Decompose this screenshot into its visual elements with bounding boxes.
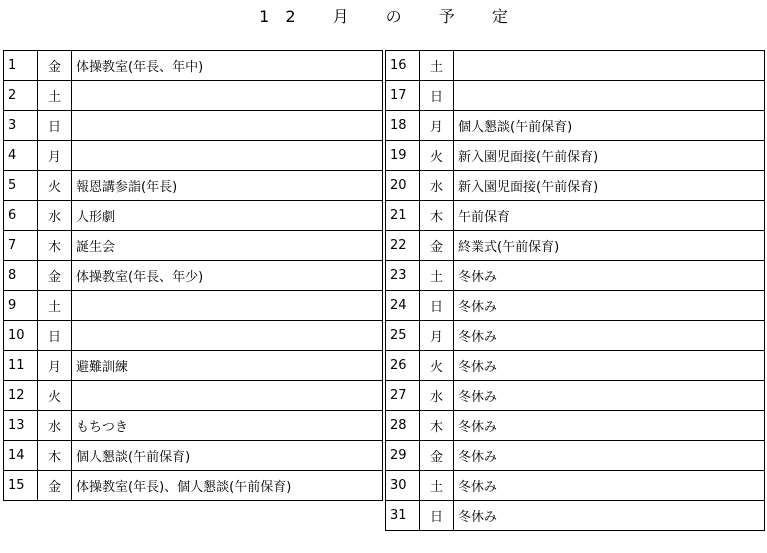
day-cell: 6 [4, 201, 38, 231]
weekday-cell: 金 [38, 261, 72, 291]
weekday-cell: 日 [420, 501, 454, 531]
schedule-row [4, 471, 383, 501]
schedule-row [386, 141, 765, 171]
schedule-row [386, 51, 765, 81]
weekday-cell: 木 [38, 441, 72, 471]
day-cell: 30 [386, 471, 420, 501]
schedule-row [4, 201, 383, 231]
day-cell: 22 [386, 231, 420, 261]
event-cell: 避難訓練 [72, 351, 383, 381]
day-cell: 20 [386, 171, 420, 201]
event-cell: 冬休み [454, 381, 765, 411]
schedule-row [4, 261, 383, 291]
schedule-row [4, 441, 383, 471]
weekday-cell: 日 [420, 291, 454, 321]
schedule-row [4, 411, 383, 441]
day-cell: 31 [386, 501, 420, 531]
day-cell: 24 [386, 291, 420, 321]
event-cell: 冬休み [454, 411, 765, 441]
day-cell: 11 [4, 351, 38, 381]
day-cell: 3 [4, 111, 38, 141]
weekday-cell: 月 [420, 321, 454, 351]
day-cell: 1 [4, 51, 38, 81]
event-cell: 新入園児面接(午前保育) [454, 141, 765, 171]
weekday-cell: 水 [38, 201, 72, 231]
schedule-row [386, 111, 765, 141]
schedule-row [386, 201, 765, 231]
day-cell: 12 [4, 381, 38, 411]
weekday-cell: 月 [420, 111, 454, 141]
weekday-cell: 水 [420, 171, 454, 201]
weekday-cell: 金 [420, 441, 454, 471]
event-cell: 冬休み [454, 321, 765, 351]
event-cell: 誕生会 [72, 231, 383, 261]
day-cell: 25 [386, 321, 420, 351]
weekday-cell: 火 [38, 381, 72, 411]
weekday-cell: 水 [38, 411, 72, 441]
weekday-cell: 月 [38, 141, 72, 171]
event-cell [454, 81, 765, 111]
day-cell: 16 [386, 51, 420, 81]
weekday-cell: 木 [420, 201, 454, 231]
day-cell: 29 [386, 441, 420, 471]
schedule-row [386, 381, 765, 411]
event-cell: 人形劇 [72, 201, 383, 231]
event-cell [72, 291, 383, 321]
schedule-row [4, 291, 383, 321]
weekday-cell: 土 [38, 291, 72, 321]
weekday-cell: 月 [38, 351, 72, 381]
day-cell: 14 [4, 441, 38, 471]
day-cell: 27 [386, 381, 420, 411]
event-cell: 冬休み [454, 441, 765, 471]
event-cell: もちつき [72, 411, 383, 441]
weekday-cell: 木 [38, 231, 72, 261]
event-cell [72, 81, 383, 111]
event-cell: 終業式(午前保育) [454, 231, 765, 261]
weekday-cell: 土 [38, 81, 72, 111]
day-cell: 5 [4, 171, 38, 201]
event-cell [72, 381, 383, 411]
event-cell: 冬休み [454, 261, 765, 291]
event-cell: 体操教室(年長)、個人懇談(午前保育) [72, 471, 383, 501]
weekday-cell: 木 [420, 411, 454, 441]
schedule-row [386, 411, 765, 441]
schedule-row [4, 111, 383, 141]
schedule-row [386, 291, 765, 321]
schedule-row [386, 171, 765, 201]
schedule-row [4, 381, 383, 411]
schedule-row [386, 351, 765, 381]
weekday-cell: 日 [38, 111, 72, 141]
event-cell: 冬休み [454, 291, 765, 321]
day-cell: 17 [386, 81, 420, 111]
schedule-row [4, 81, 383, 111]
event-cell [72, 141, 383, 171]
weekday-cell: 火 [38, 171, 72, 201]
day-cell: 8 [4, 261, 38, 291]
day-cell: 9 [4, 291, 38, 321]
schedule-row [4, 231, 383, 261]
weekday-cell: 水 [420, 381, 454, 411]
weekday-cell: 金 [420, 231, 454, 261]
day-cell: 7 [4, 231, 38, 261]
event-cell: 冬休み [454, 471, 765, 501]
weekday-cell: 火 [420, 141, 454, 171]
page-title: 12 月 の 予 定 [259, 7, 524, 26]
event-cell [72, 321, 383, 351]
day-cell: 23 [386, 261, 420, 291]
schedule-row [4, 171, 383, 201]
schedule-row [386, 501, 765, 531]
schedule-row [386, 321, 765, 351]
day-cell: 13 [4, 411, 38, 441]
schedule-table-left [3, 50, 383, 501]
day-cell: 2 [4, 81, 38, 111]
schedule-row [4, 51, 383, 81]
schedule-row [4, 321, 383, 351]
day-cell: 15 [4, 471, 38, 501]
day-cell: 19 [386, 141, 420, 171]
day-cell: 21 [386, 201, 420, 231]
event-cell: 体操教室(年長、年少) [72, 261, 383, 291]
weekday-cell: 土 [420, 471, 454, 501]
event-cell: 午前保育 [454, 201, 765, 231]
weekday-cell: 土 [420, 51, 454, 81]
day-cell: 18 [386, 111, 420, 141]
event-cell: 冬休み [454, 351, 765, 381]
schedule-row [386, 471, 765, 501]
event-cell: 新入園児面接(午前保育) [454, 171, 765, 201]
event-cell [454, 51, 765, 81]
schedule-table-right [385, 50, 765, 531]
weekday-cell: 金 [38, 51, 72, 81]
schedule-row [386, 261, 765, 291]
schedule-row [4, 141, 383, 171]
schedule-row [386, 231, 765, 261]
weekday-cell: 土 [420, 261, 454, 291]
day-cell: 28 [386, 411, 420, 441]
day-cell: 4 [4, 141, 38, 171]
weekday-cell: 火 [420, 351, 454, 381]
event-cell: 報恩講参詣(年長) [72, 171, 383, 201]
weekday-cell: 日 [38, 321, 72, 351]
event-cell [72, 111, 383, 141]
event-cell: 冬休み [454, 501, 765, 531]
schedule-row [386, 81, 765, 111]
schedule-row [4, 351, 383, 381]
weekday-cell: 金 [38, 471, 72, 501]
weekday-cell: 日 [420, 81, 454, 111]
day-cell: 10 [4, 321, 38, 351]
schedule-row [386, 441, 765, 471]
event-cell: 体操教室(年長、年中) [72, 51, 383, 81]
day-cell: 26 [386, 351, 420, 381]
event-cell: 個人懇談(午前保育) [72, 441, 383, 471]
event-cell: 個人懇談(午前保育) [454, 111, 765, 141]
